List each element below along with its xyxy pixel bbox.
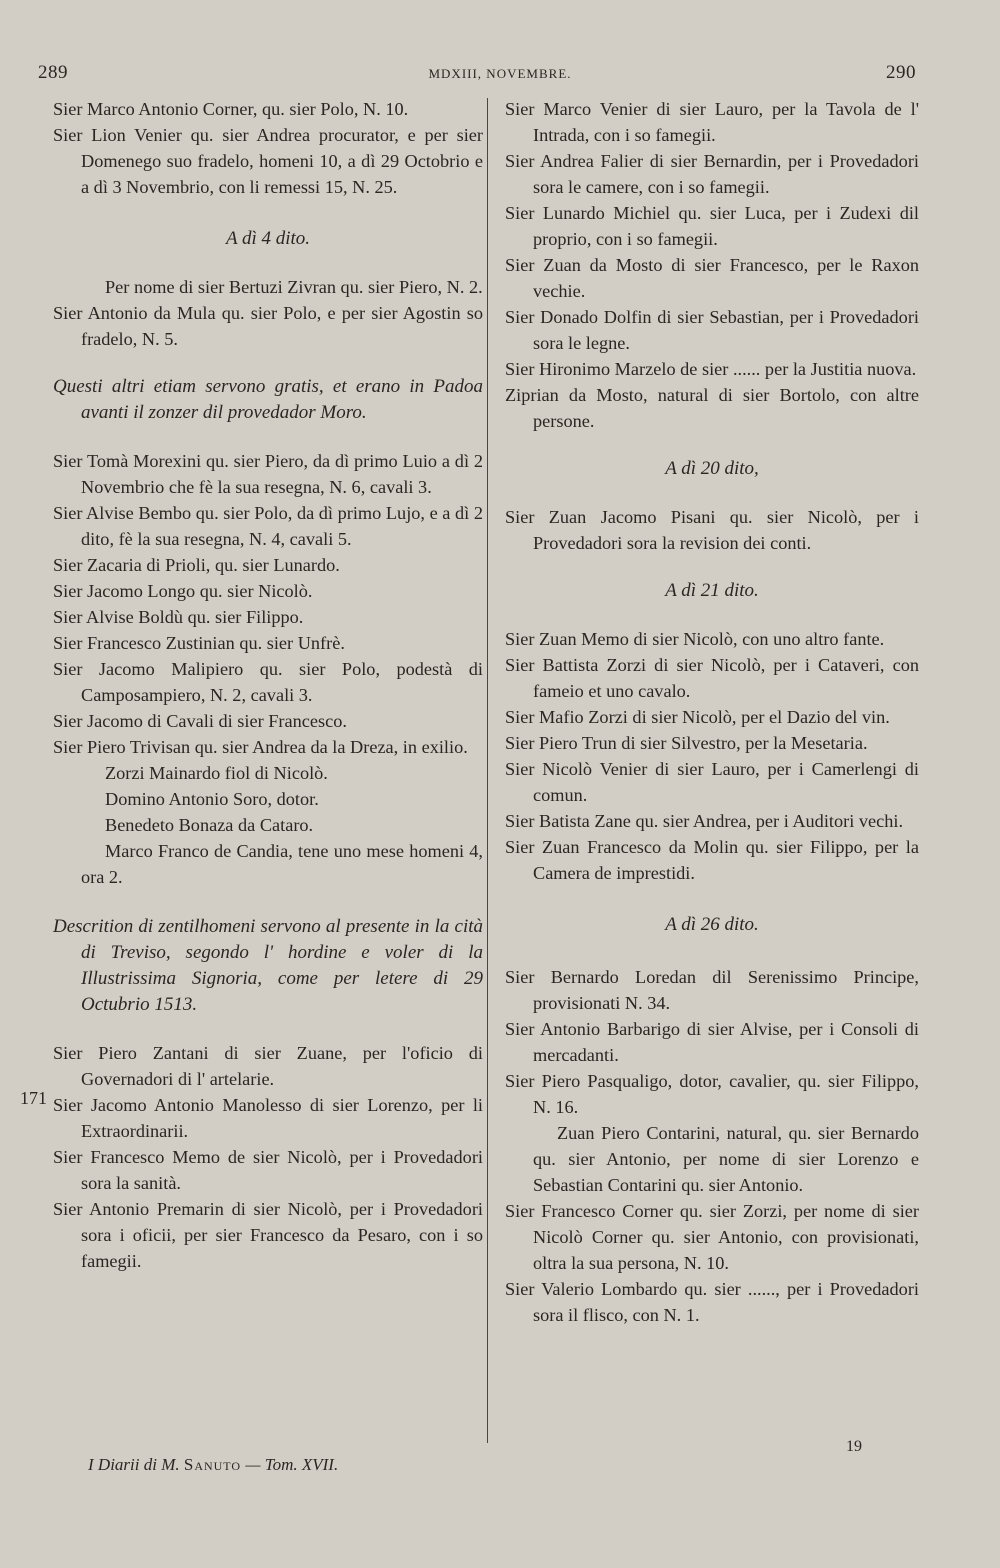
entry: Sier Francesco Zustinian qu. sier Unfrè.	[53, 633, 345, 653]
entry: Sier Antonio da Mula qu. sier Polo, e per sier Agostin so fradelo, N. 5.	[53, 303, 483, 349]
date-heading: A dì 21 dito.	[665, 580, 759, 601]
date-heading: A dì 20 dito,	[665, 458, 759, 479]
entry: Sier Antonio Premarin di sier Nicolò, per i Provedadori sora i oficii, per sier Francesco da Pesaro, con i so famegii.	[53, 1199, 483, 1271]
entry: Sier Alvise Bembo qu. sier Polo, da dì primo Lujo, e a dì 2 dito, fè la sua resegna, N. 4, cavali 5.	[53, 503, 483, 549]
entry: Sier Alvise Boldù qu. sier Filippo.	[53, 607, 304, 627]
footer-author: Sanuto	[183, 1455, 242, 1474]
italic-note: Questi altri etiam servono gratis, et erano in Padoa avanti il zonzer dil provedador Moro.	[53, 376, 483, 423]
entry: Sier Lion Venier qu. sier Andrea procurator, e per sier Domenego suo fradelo, homeni 10, a dì 29 Octobrio e a dì 3 Novembrio, con li remessi 15, N. 25.	[53, 125, 483, 197]
left-column	[53, 96, 483, 1274]
entry: Domino Antonio Soro, dotor.	[105, 789, 319, 809]
column-divider	[487, 98, 488, 1443]
entry: Ziprian da Mosto, natural di sier Bortolo, con altre persone.	[505, 385, 919, 431]
entry: Benedeto Bonaza da Cataro.	[105, 815, 314, 835]
entry: Sier Zuan Jacomo Pisani qu. sier Nicolò, per i Provedadori sora la revision dei conti.	[505, 507, 919, 553]
entry: Sier Zuan da Mosto di sier Francesco, per le Raxon vechie.	[505, 255, 919, 301]
entry: Sier Piero Zantani di sier Zuane, per l'oficio di Governadori di l' artelarie.	[53, 1043, 483, 1089]
entry: Sier Tomà Morexini qu. sier Piero, da dì primo Luio a dì 2 Novembrio che fè la sua resegna, N. 6, cavali 3.	[53, 451, 483, 497]
entry: Sier Marco Venier di sier Lauro, per la Tavola de l' Intrada, con i so famegii.	[505, 99, 919, 145]
entry: Sier Jacomo di Cavali di sier Francesco.	[53, 711, 347, 731]
entry: Marco Franco de Candia, tene uno mese homeni 4, ora 2.	[81, 841, 483, 887]
entry: Sier Bernardo Loredan dil Serenissimo Principe, provisionati N. 34.	[505, 967, 919, 1013]
date-heading: A dì 26 dito.	[665, 914, 759, 935]
entry: Sier Marco Antonio Corner, qu. sier Polo, N. 10.	[53, 99, 409, 119]
footer-prefix: I Diarii di M.	[88, 1455, 180, 1474]
entry: Sier Mafio Zorzi di sier Nicolò, per el Dazio del vin.	[505, 707, 890, 727]
entry: Sier Jacomo Antonio Manolesso di sier Lorenzo, per li Extraordinarii.	[53, 1095, 483, 1141]
entry: Zorzi Mainardo fiol di Nicolò.	[105, 763, 328, 783]
entry: Sier Piero Trivisan qu. sier Andrea da la Dreza, in exilio.	[53, 737, 468, 757]
entry: Sier Battista Zorzi di sier Nicolò, per i Cataveri, con fameio et uno cavalo.	[505, 655, 919, 701]
entry: Sier Francesco Memo de sier Nicolò, per i Provedadori sora la sanità.	[53, 1147, 483, 1193]
entry: Sier Antonio Barbarigo di sier Alvise, per i Consoli di mercadanti.	[505, 1019, 919, 1065]
entry: Sier Nicolò Venier di sier Lauro, per i Camerlengi di comun.	[505, 759, 919, 805]
margin-folio-number: 171	[20, 1088, 47, 1108]
entry: Sier Zuan Memo di sier Nicolò, con uno altro fante.	[505, 629, 885, 649]
entry: Sier Hironimo Marzelo de sier ...... per la Justitia nuova.	[505, 359, 917, 379]
footer-tome: — Tom. XVII.	[245, 1455, 339, 1474]
signature-mark: 19	[846, 1438, 862, 1455]
entry: Sier Donado Dolfin di sier Sebastian, per i Provedadori sora le legne.	[505, 307, 919, 353]
entry: Sier Francesco Corner qu. sier Zorzi, per nome di sier Nicolò Corner qu. sier Antonio, con provisionati, oltra la sua persona, N. 10.	[505, 1201, 919, 1273]
entry: Sier Piero Pasqualigo, dotor, cavalier, qu. sier Filippo, N. 16.	[505, 1071, 919, 1117]
right-column	[505, 96, 919, 1328]
entry: Sier Jacomo Longo qu. sier Nicolò.	[53, 581, 313, 601]
entry: Sier Piero Trun di sier Silvestro, per la Mesetaria.	[505, 733, 868, 753]
entry: Per nome di sier Bertuzi Zivran qu. sier Piero, N. 2.	[105, 277, 483, 297]
footer	[88, 1455, 338, 1475]
entry: Sier Batista Zane qu. sier Andrea, per i Auditori vechi.	[505, 811, 904, 831]
running-header: MDXIII, NOVEMBRE.	[428, 66, 572, 81]
entry: Sier Andrea Falier di sier Bernardin, per i Provedadori sora le camere, con i so famegii.	[505, 151, 919, 197]
entry: Sier Valerio Lombardo qu. sier ......, per i Provedadori sora il flisco, con N. 1.	[505, 1279, 919, 1325]
date-heading: A dì 4 dito.	[225, 228, 311, 249]
entry: Sier Lunardo Michiel qu. sier Luca, per i Zudexi dil proprio, con i so famegii.	[505, 203, 919, 249]
entry: Sier Jacomo Malipiero qu. sier Polo, podestà di Camposampiero, N. 2, cavali 3.	[53, 659, 483, 705]
entry: Sier Zacaria di Prioli, qu. sier Lunardo.	[53, 555, 340, 575]
entry: Zuan Piero Contarini, natural, qu. sier Bernardo qu. sier Antonio, per nome di sier Lorenzo e Sebastian Contarini qu. sier Antonio.	[533, 1123, 919, 1195]
left-page-number: 289	[38, 62, 68, 83]
entry: Sier Zuan Francesco da Molin qu. sier Filippo, per la Camera de imprestidi.	[505, 837, 919, 883]
section-heading: Descrition di zentilhomeni servono al presente in la cità di Treviso, segondo l' hordine e voler di la Illustrissima Signoria, come per letere di 29 Octubrio 1513.	[53, 916, 483, 1015]
right-page-number: 290	[886, 62, 916, 83]
